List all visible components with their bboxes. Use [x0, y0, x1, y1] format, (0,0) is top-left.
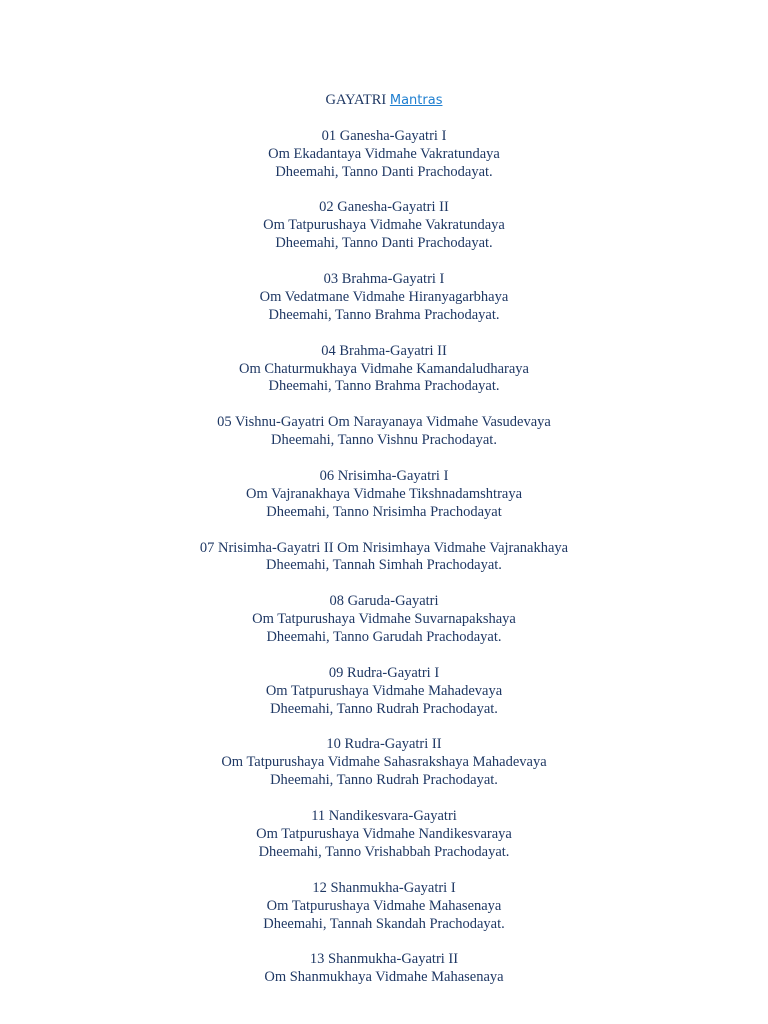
- mantra-line: Dheemahi, Tanno Vrishabbah Prachodayat.: [258, 843, 510, 860]
- mantra-01: [0, 128, 768, 182]
- mantra-05: [0, 414, 768, 450]
- mantra-line: Dheemahi, Tanno Danti Prachodayat.: [275, 163, 493, 180]
- mantra-heading: 13 Shanmukha-Gayatri II: [309, 951, 459, 968]
- mantra-line: Om Ekadantaya Vidmahe Vakratundaya: [268, 145, 500, 162]
- mantra-line: Om Tatpurushaya Vidmahe Vakratundaya: [263, 217, 505, 234]
- mantra-heading: 10 Rudra-Gayatri II: [326, 736, 442, 753]
- mantra-heading: 08 Garuda-Gayatri: [329, 593, 439, 610]
- mantra-heading: 01 Ganesha-Gayatri I: [321, 127, 447, 144]
- mantra-heading: 09 Rudra-Gayatri I: [328, 664, 440, 681]
- mantra-11: [0, 808, 768, 862]
- mantra-heading: 05 Vishnu-Gayatri Om Narayanaya Vidmahe Vasudevaya: [217, 414, 551, 431]
- mantra-heading: 11 Nandikesvara-Gayatri: [311, 808, 457, 825]
- mantra-line: Dheemahi, Tannah Simhah Prachodayat.: [266, 557, 502, 574]
- mantra-heading: 06 Nrisimha-Gayatri I: [319, 467, 449, 484]
- mantra-line: Om Tatpurushaya Vidmahe Sahasrakshaya Mahadevaya: [221, 754, 547, 771]
- mantra-08: [0, 593, 768, 647]
- mantra-line: Om Tatpurushaya Vidmahe Mahadevaya: [265, 682, 503, 699]
- title-text: GAYATRI: [325, 92, 387, 108]
- mantra-line: Om Tatpurushaya Vidmahe Mahasenaya: [266, 897, 502, 914]
- mantra-heading: 03 Brahma-Gayatri I: [323, 271, 445, 288]
- mantras-link[interactable]: Mantras: [389, 93, 443, 108]
- mantra-06: [0, 468, 768, 522]
- mantra-line: Dheemahi, Tanno Rudrah Prachodayat.: [270, 700, 498, 717]
- mantra-heading: 02 Ganesha-Gayatri II: [319, 199, 449, 216]
- mantra-10: [0, 736, 768, 790]
- mantra-line: Om Vajranakhaya Vidmahe Tikshnadamshtraya: [245, 485, 523, 502]
- mantra-09: [0, 665, 768, 719]
- mantra-line: Dheemahi, Tanno Brahma Prachodayat.: [268, 378, 500, 395]
- mantra-line: Dheemahi, Tanno Danti Prachodayat.: [275, 235, 493, 252]
- mantra-12: [0, 880, 768, 934]
- mantra-line: Om Vedatmane Vidmahe Hiranyagarbhaya: [259, 288, 509, 305]
- mantra-line: Dheemahi, Tanno Vishnu Prachodayat.: [271, 432, 497, 449]
- mantra-line: Dheemahi, Tannah Skandah Prachodayat.: [263, 915, 505, 932]
- mantra-13: [0, 951, 768, 987]
- mantra-07: [0, 540, 768, 576]
- mantra-heading: 04 Brahma-Gayatri II: [321, 342, 447, 359]
- mantra-02: [0, 199, 768, 253]
- mantra-line: Dheemahi, Tanno Rudrah Prachodayat.: [270, 772, 498, 789]
- mantra-line: Om Chaturmukhaya Vidmahe Kamandaludharaya: [239, 360, 529, 377]
- mantra-line: Dheemahi, Tanno Garudah Prachodayat.: [266, 629, 502, 646]
- mantra-line: Om Shanmukhaya Vidmahe Mahasenaya: [264, 969, 504, 986]
- mantra-line: Om Tatpurushaya Vidmahe Nandikesvaraya: [256, 825, 512, 842]
- document-title: [0, 92, 768, 110]
- mantra-03: [0, 271, 768, 325]
- mantra-heading: 12 Shanmukha-Gayatri I: [312, 879, 456, 896]
- mantra-04: [0, 343, 768, 397]
- mantra-line: Dheemahi, Tanno Nrisimha Prachodayat: [266, 503, 502, 520]
- mantra-line: Dheemahi, Tanno Brahma Prachodayat.: [268, 306, 500, 323]
- mantra-line: Om Tatpurushaya Vidmahe Suvarnapakshaya: [252, 611, 516, 628]
- mantra-heading: 07 Nrisimha-Gayatri II Om Nrisimhaya Vidmahe Vajranakhaya: [199, 539, 569, 556]
- document-body: [0, 92, 768, 1005]
